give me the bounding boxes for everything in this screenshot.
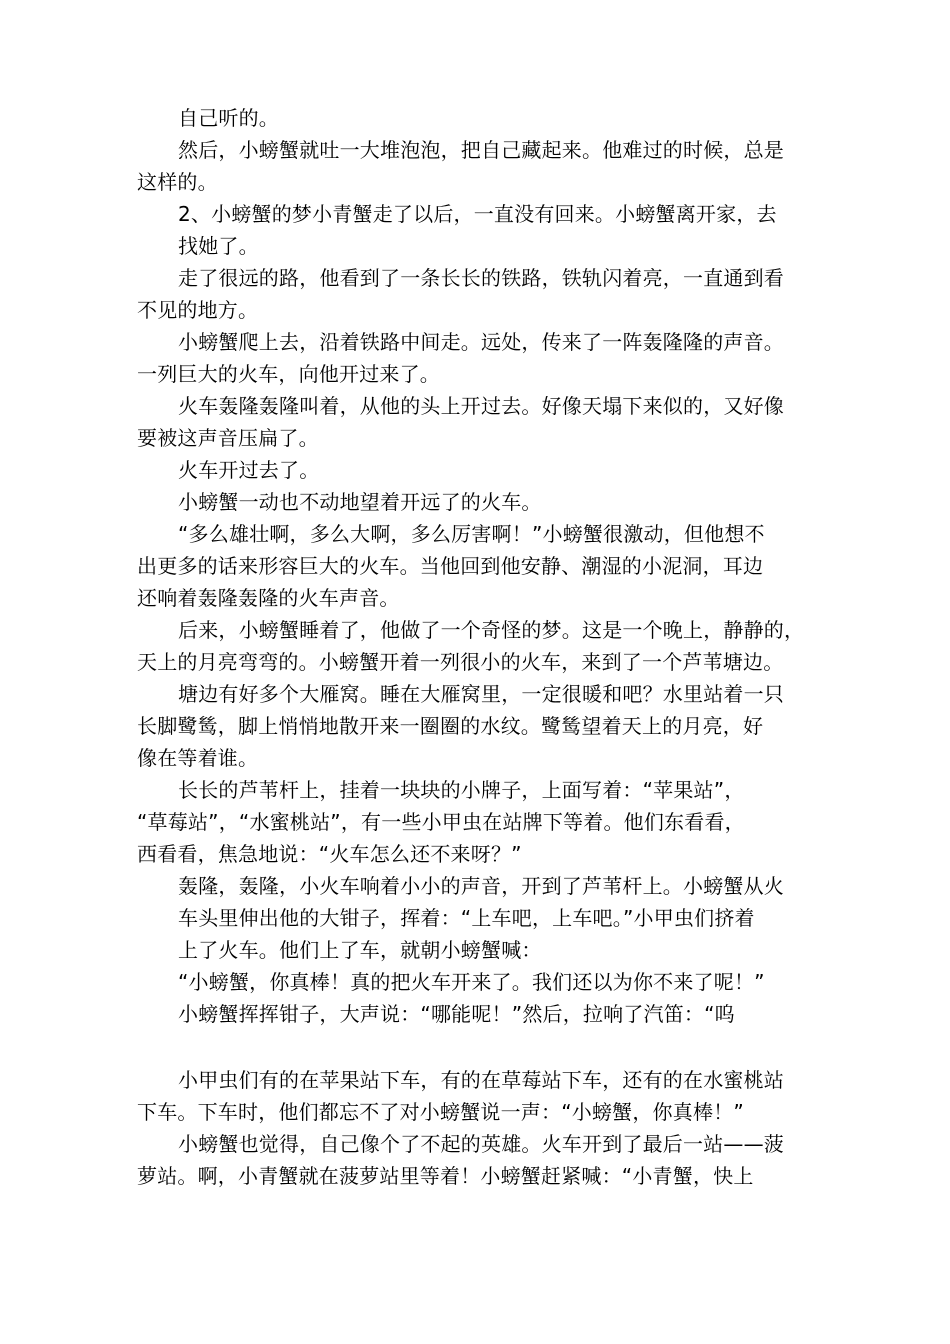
text-line: 走了很远的路，他看到了一条长长的铁路，铁轨闪着亮，一直通到看 <box>178 266 784 290</box>
text-line: 要被这声音压扁了。 <box>137 426 319 450</box>
text-line: 自己听的。 <box>178 106 279 130</box>
text-line: 小螃蟹也觉得，自己像个了不起的英雄。火车开到了最后一站——菠 <box>178 1132 784 1156</box>
text-line: 车头里伸出他的大钳子，挥着：“上车吧，上车吧。”小甲虫们挤着 <box>178 906 755 930</box>
text-line: 西看看，焦急地说：“火车怎么还不来呀？” <box>137 842 522 866</box>
text-line: 萝站。啊，小青蟹就在菠萝站里等着！小螃蟹赶紧喊：“小青蟹，快上 <box>137 1164 754 1188</box>
text-line: 这样的。 <box>137 170 218 194</box>
text-line: 火车开过去了。 <box>178 458 320 482</box>
text-line: 塘边有好多个大雁窝。睡在大雁窝里，一定很暖和吧？水里站着一只 <box>178 682 784 706</box>
text-line: 小螃蟹一动也不动地望着开远了的火车。 <box>178 490 542 514</box>
text-line: 不见的地方。 <box>137 298 259 322</box>
text-line: 2、小螃蟹的梦小青蟹走了以后，一直没有回来。小螃蟹离开家，去 <box>178 202 777 226</box>
text-line: 还响着轰隆轰隆的火车声音。 <box>137 586 400 610</box>
text-line: 天上的月亮弯弯的。小螃蟹开着一列很小的火车，来到了一个芦苇塘边。 <box>137 650 784 674</box>
text-line: 小螃蟹挥挥钳子，大声说：“哪能呢！”然后，拉响了汽笛：“呜 <box>178 1002 735 1026</box>
text-line: 然后，小螃蟹就吐一大堆泡泡，把自己藏起来。他难过的时候，总是 <box>178 138 784 162</box>
text-line: “多么雄壮啊，多么大啊，多么厉害啊！”小螃蟹很激动，但他想不 <box>178 522 765 546</box>
text-line: 小螃蟹爬上去，沿着铁路中间走。远处，传来了一阵轰隆隆的声音。 <box>178 330 784 354</box>
text-line: 后来，小螃蟹睡着了，他做了一个奇怪的梦。这是一个晚上，静静的， <box>178 618 805 642</box>
text-line: “草莓站”，“水蜜桃站”，有一些小甲虫在站牌下等着。他们东看看， <box>137 810 745 834</box>
text-line: 小甲虫们有的在苹果站下车，有的在草莓站下车，还有的在水蜜桃站 <box>178 1068 784 1092</box>
text-line: 出更多的话来形容巨大的火车。当他回到他安静、潮湿的小泥洞，耳边 <box>137 554 764 578</box>
text-line: 像在等着谁。 <box>137 746 259 770</box>
text-line: 火车轰隆轰隆叫着，从他的头上开过去。好像天塌下来似的，又好像 <box>178 394 784 418</box>
text-line: 下车。下车时，他们都忘不了对小螃蟹说一声：“小螃蟹，你真棒！” <box>137 1100 744 1124</box>
text-line: 长长的芦苇杆上，挂着一块块的小牌子，上面写着：“苹果站”， <box>178 778 745 802</box>
text-line: “小螃蟹，你真棒！真的把火车开来了。我们还以为你不来了呢！” <box>178 970 765 994</box>
text-line: 一列巨大的火车，向他开过来了。 <box>137 362 440 386</box>
text-line: 长脚鹭鸶，脚上悄悄地散开来一圈圈的水纹。鹭鸶望着天上的月亮，好 <box>137 714 764 738</box>
text-line: 找她了。 <box>178 234 259 258</box>
text-line: 轰隆，轰隆，小火车响着小小的声音，开到了芦苇杆上。小螃蟹从火 <box>178 874 784 898</box>
text-line: 上了火车。他们上了车，就朝小螃蟹喊： <box>178 938 542 962</box>
